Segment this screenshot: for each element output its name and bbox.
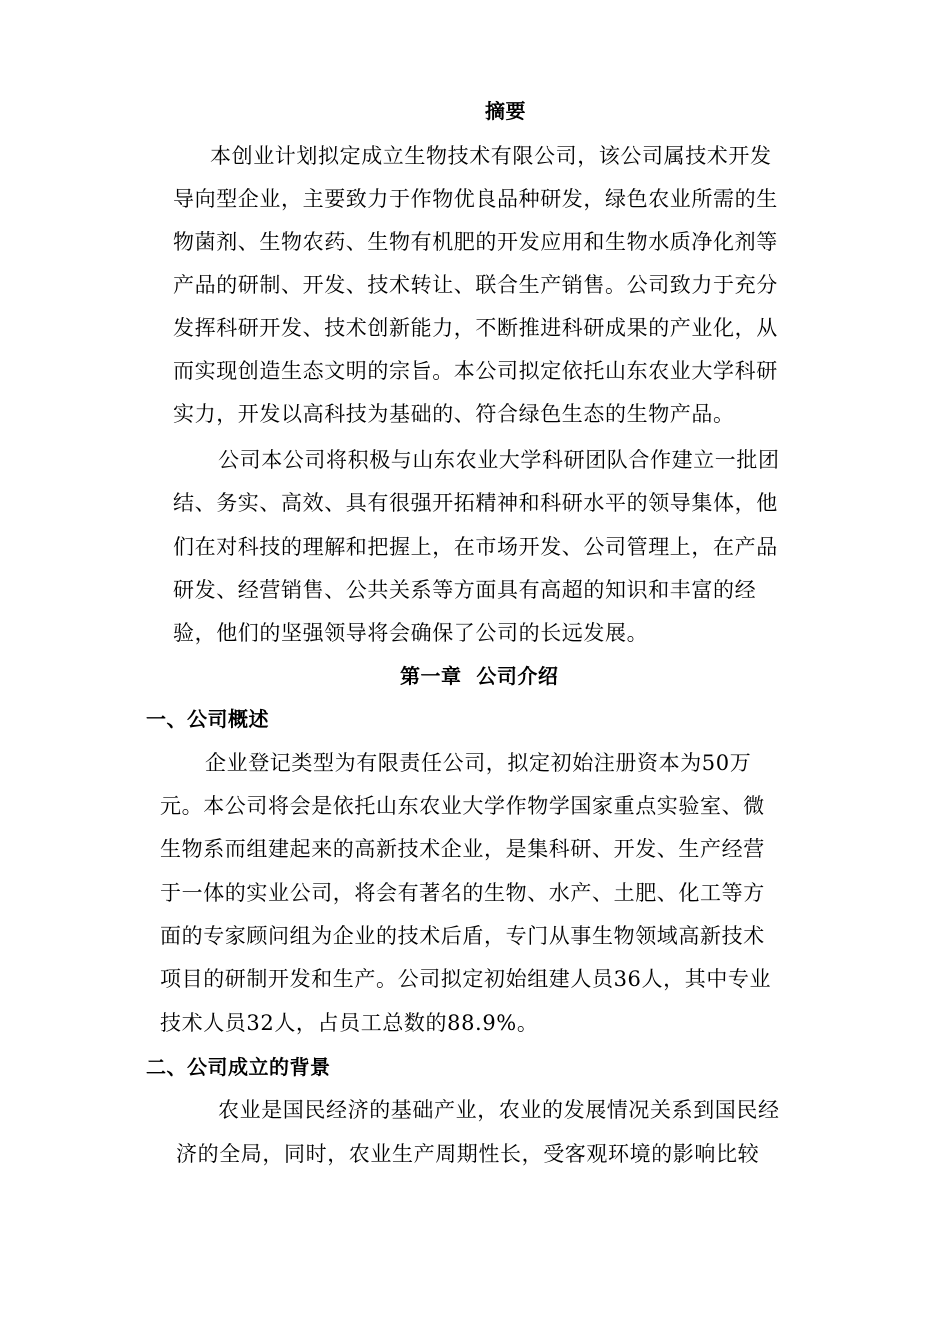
paragraph-line: 结、务实、高效、具有很强开拓精神和科研水平的领导集体，他	[173, 491, 778, 515]
paragraph-line: 生物系而组建起来的高新技术企业，是集科研、开发、生产经营	[160, 837, 765, 861]
paragraph-line: 农业是国民经济的基础产业，农业的发展情况关系到国民经	[218, 1098, 780, 1122]
paragraph-line: 本创业计划拟定成立生物技术有限公司，该公司属技术开发	[210, 144, 772, 168]
section-title-background: 二、公司成立的背景	[146, 1055, 331, 1079]
paragraph-line: 物菌剂、生物农药、生物有机肥的开发应用和生物水质净化剂等	[173, 230, 778, 254]
paragraph-line: 实力，开发以高科技为基础的、符合绿色生态的生物产品。	[173, 402, 735, 426]
paragraph-line: 元。本公司将会是依托山东农业大学作物学国家重点实验室、微	[160, 794, 765, 818]
chapter-title: 第一章 公司介绍	[400, 664, 559, 688]
paragraph-line: 项目的研制开发和生产。公司拟定初始组建人员36人，其中专业	[160, 967, 772, 991]
paragraph-line: 企业登记类型为有限责任公司，拟定初始注册资本为50万	[205, 751, 752, 775]
paragraph-line: 济的全局，同时，农业生产周期性长，受客观环境的影响比较	[176, 1142, 760, 1166]
paragraph-line: 于一体的实业公司，将会有著名的生物、水产、土肥、化工等方	[160, 881, 765, 905]
paragraph-line: 公司本公司将积极与山东农业大学科研团队合作建立一批团	[218, 448, 780, 472]
paragraph-line: 们在对科技的理解和把握上，在市场开发、公司管理上，在产品	[173, 535, 778, 559]
paragraph-line: 产品的研制、开发、技术转让、联合生产销售。公司致力于充分	[173, 273, 778, 297]
paragraph-line: 面的专家顾问组为企业的技术后盾，专门从事生物领域高新技术	[160, 924, 765, 948]
paragraph-line: 导向型企业，主要致力于作物优良品种研发，绿色农业所需的生	[173, 187, 778, 211]
paragraph-line: 研发、经营销售、公共关系等方面具有高超的知识和丰富的经	[173, 578, 757, 602]
section-title-overview: 一、公司概述	[146, 707, 269, 731]
paragraph-line: 而实现创造生态文明的宗旨。本公司拟定依托山东农业大学科研	[173, 359, 778, 383]
paragraph-line: 发挥科研开发、技术创新能力，不断推进科研成果的产业化，从	[173, 316, 778, 340]
paragraph-line: 技术人员32人，占员工总数的88.9%。	[160, 1011, 539, 1035]
paragraph-line: 验，他们的坚强领导将会确保了公司的长远发展。	[173, 621, 649, 645]
abstract-title: 摘要	[485, 99, 526, 123]
